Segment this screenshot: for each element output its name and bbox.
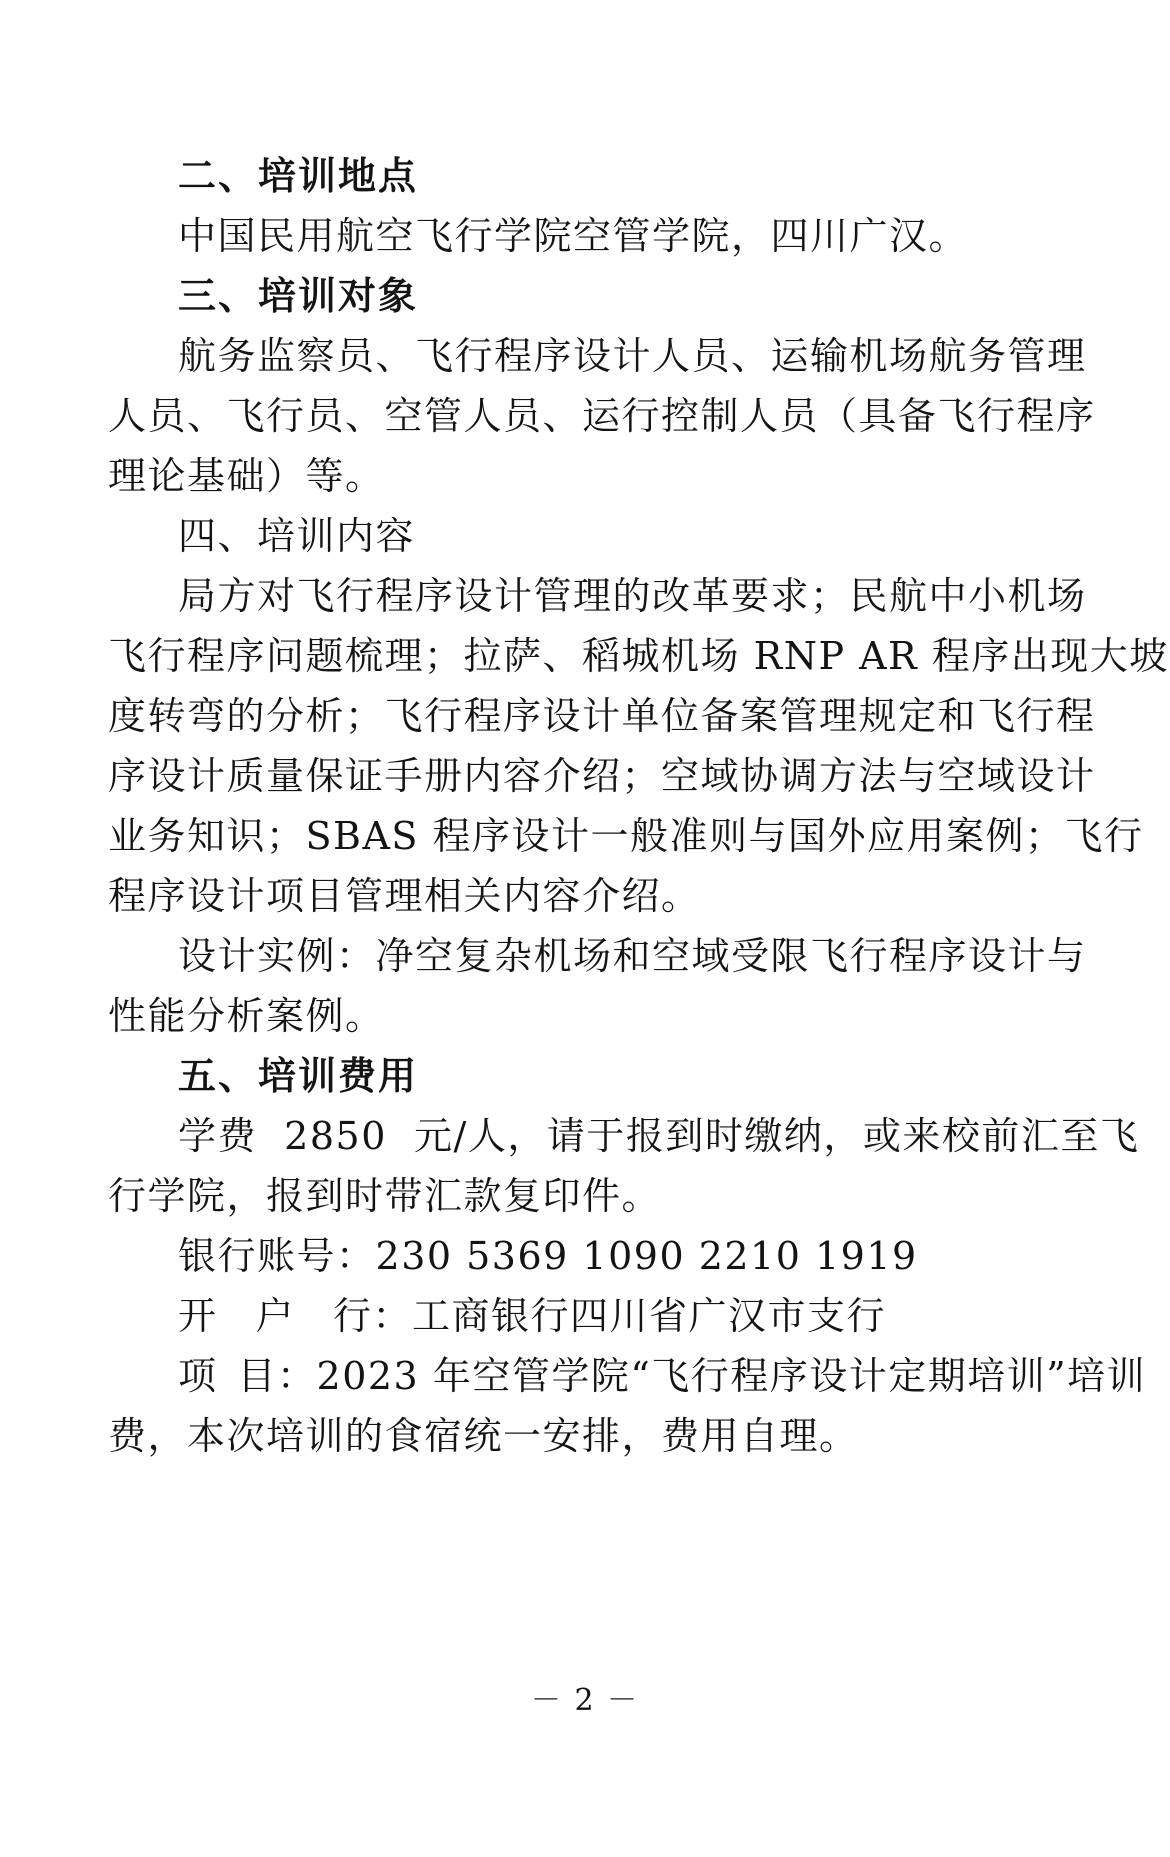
audience-text-line: 人员、飞行员、空管人员、运行控制人员（具备飞行程序: [108, 394, 1096, 438]
content-text-line: 程序设计项目管理相关内容介绍。: [108, 874, 701, 918]
example-text-line: 性能分析案例。: [108, 994, 385, 1038]
project-text-line: 费，本次培训的食宿统一安排，费用自理。: [108, 1414, 859, 1458]
content-text-line: 局方对飞行程序设计管理的改革要求；民航中小机场: [178, 574, 1087, 618]
audience-text-line: 理论基础）等。: [108, 454, 385, 498]
content-text-line: 飞行程序问题梳理；拉萨、稻城机场 RNP AR 程序出现大坡: [108, 634, 1169, 678]
project-row: [0, 1346, 1146, 1406]
bank-account-row: [0, 1226, 918, 1286]
content-text-line: 度转弯的分析；飞行程序设计单位备案管理规定和飞行程: [108, 694, 1096, 738]
fee-text-line: 学费 2850 元/人，请于报到时缴纳，或来校前汇至飞: [178, 1114, 1140, 1158]
bank-name-row: [0, 1286, 886, 1346]
location-text: 中国民用航空飞行学院空管学院，四川广汉。: [178, 214, 969, 258]
section-heading-fees: 五、培训费用: [178, 1054, 419, 1098]
content-text-line: 业务知识；SBAS 程序设计一般准则与国外应用案例；飞行: [108, 814, 1144, 858]
bank-name: 工商银行四川省广汉市支行: [412, 1294, 887, 1338]
project-text: 2023 年空管学院“飞行程序设计定期培训”培训: [316, 1354, 1147, 1398]
bank-label: 开 户 行：: [178, 1294, 413, 1338]
content-text-line: 序设计质量保证手册内容介绍；空域协调方法与空域设计: [108, 754, 1096, 798]
bank-account-number: 230 5369 1090 2210 1919: [375, 1234, 918, 1278]
audience-text-line: 航务监察员、飞行程序设计人员、运输机场航务管理: [178, 334, 1087, 378]
example-text-line: 设计实例：净空复杂机场和空域受限飞行程序设计与: [178, 934, 1087, 978]
page-number: － 2 －: [530, 1683, 640, 1718]
section-heading-content: 四、培训内容: [178, 514, 416, 558]
section-heading-location: 二、培训地点: [178, 154, 419, 198]
bank-account-label: 银行账号：: [178, 1234, 376, 1278]
project-label: 项 目：: [178, 1354, 317, 1398]
section-heading-audience: 三、培训对象: [178, 274, 419, 318]
fee-text-line: 行学院，报到时带汇款复印件。: [108, 1174, 662, 1218]
